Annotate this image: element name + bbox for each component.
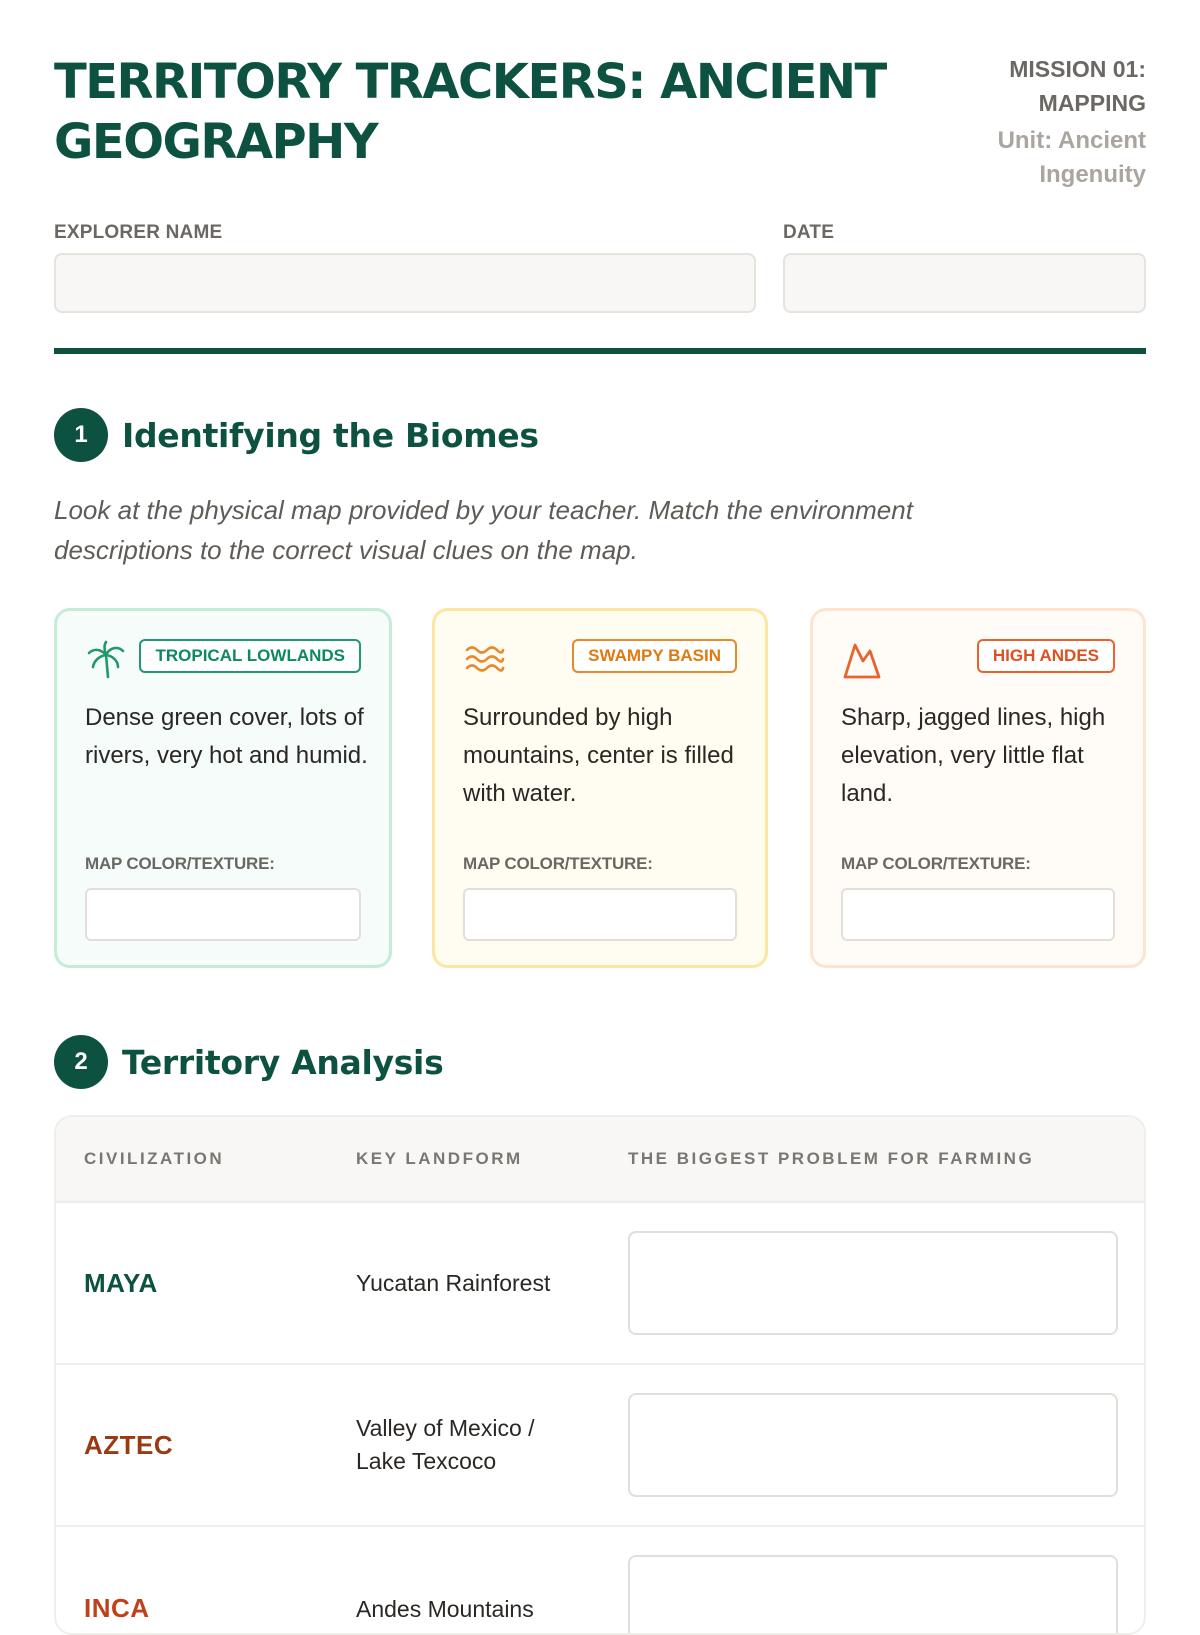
- tropical-texture-label: MAP COLOR/TEXTURE:: [85, 854, 275, 873]
- date-field-group: [783, 219, 1146, 313]
- civilization-name: INCA: [84, 1593, 150, 1623]
- swampy-description: Surrounded by high mountains, center is filled with water.: [463, 704, 734, 807]
- worksheet-header: [54, 0, 1146, 195]
- key-landform: Yucatan Rainforest: [356, 1269, 551, 1296]
- column-header-key-landform: KEY LANDFORM: [356, 1149, 523, 1168]
- worksheet-title: TERRITORY TRACKERS: ANCIENT GEOGRAPHY: [54, 54, 886, 170]
- andes-texture-input[interactable]: [841, 888, 1115, 941]
- date-label: DATE: [783, 222, 835, 243]
- table-row: [56, 1203, 1144, 1365]
- andes-description: Sharp, jagged lines, high elevation, very little flat land.: [841, 704, 1106, 807]
- biome-card-andes: [810, 608, 1146, 968]
- student-info-fields: [54, 219, 1146, 319]
- biome-card-swampy: [432, 608, 768, 968]
- date-input[interactable]: [783, 253, 1146, 313]
- tropical-lowlands-badge: TROPICAL LOWLANDS: [139, 639, 361, 673]
- section-1-heading: [54, 408, 539, 462]
- mission-label: MISSION 01: MAPPING: [1009, 56, 1146, 116]
- water-waves-icon: [463, 639, 505, 681]
- key-landform: Valley of Mexico / Lake Texcoco: [356, 1415, 535, 1474]
- unit-label: Unit: Ancient Ingenuity: [997, 127, 1146, 188]
- header-divider: [54, 348, 1146, 354]
- worksheet-page: [54, 0, 1146, 1623]
- table-row: [56, 1527, 1144, 1635]
- civilization-name: MAYA: [84, 1267, 158, 1298]
- mountain-icon: [841, 639, 883, 681]
- section-1-instructions: Look at the physical map provided by your teacher. Match the environment descriptions to the correct visual clues on the map.: [54, 495, 913, 565]
- section-1-title: Identifying the Biomes: [122, 415, 539, 455]
- key-landform: Andes Mountains: [356, 1596, 534, 1622]
- explorer-name-input[interactable]: [54, 253, 756, 313]
- mission-info: [956, 52, 1146, 192]
- section-2-title: Territory Analysis: [122, 1042, 444, 1082]
- palm-tree-icon: [85, 639, 127, 681]
- swampy-texture-input[interactable]: [463, 888, 737, 941]
- section-2-heading: [54, 1035, 443, 1089]
- andes-texture-label: MAP COLOR/TEXTURE:: [841, 854, 1031, 873]
- farming-problem-input[interactable]: [628, 1393, 1118, 1497]
- tropical-description: Dense green cover, lots of rivers, very hot and humid.: [85, 704, 368, 769]
- civilization-name: AZTEC: [84, 1429, 174, 1460]
- table-row: [56, 1365, 1144, 1527]
- section-1-number: 1: [54, 408, 108, 462]
- biome-card-tropical: [54, 608, 392, 968]
- section-2-number: 2: [54, 1035, 108, 1089]
- column-header-farming-problem: THE BIGGEST PROBLEM FOR FARMING: [628, 1149, 1035, 1168]
- explorer-name-label: EXPLORER NAME: [54, 222, 223, 243]
- farming-problem-input[interactable]: [628, 1555, 1118, 1635]
- column-header-civilization: CIVILIZATION: [84, 1149, 225, 1168]
- explorer-name-field-group: [54, 219, 756, 313]
- swampy-texture-label: MAP COLOR/TEXTURE:: [463, 854, 653, 873]
- territory-analysis-table: [54, 1115, 1146, 1635]
- swampy-basin-badge: SWAMPY BASIN: [572, 639, 737, 673]
- high-andes-badge: HIGH ANDES: [977, 639, 1115, 673]
- table-header: [56, 1117, 1144, 1203]
- tropical-texture-input[interactable]: [85, 888, 361, 941]
- farming-problem-input[interactable]: [628, 1231, 1118, 1335]
